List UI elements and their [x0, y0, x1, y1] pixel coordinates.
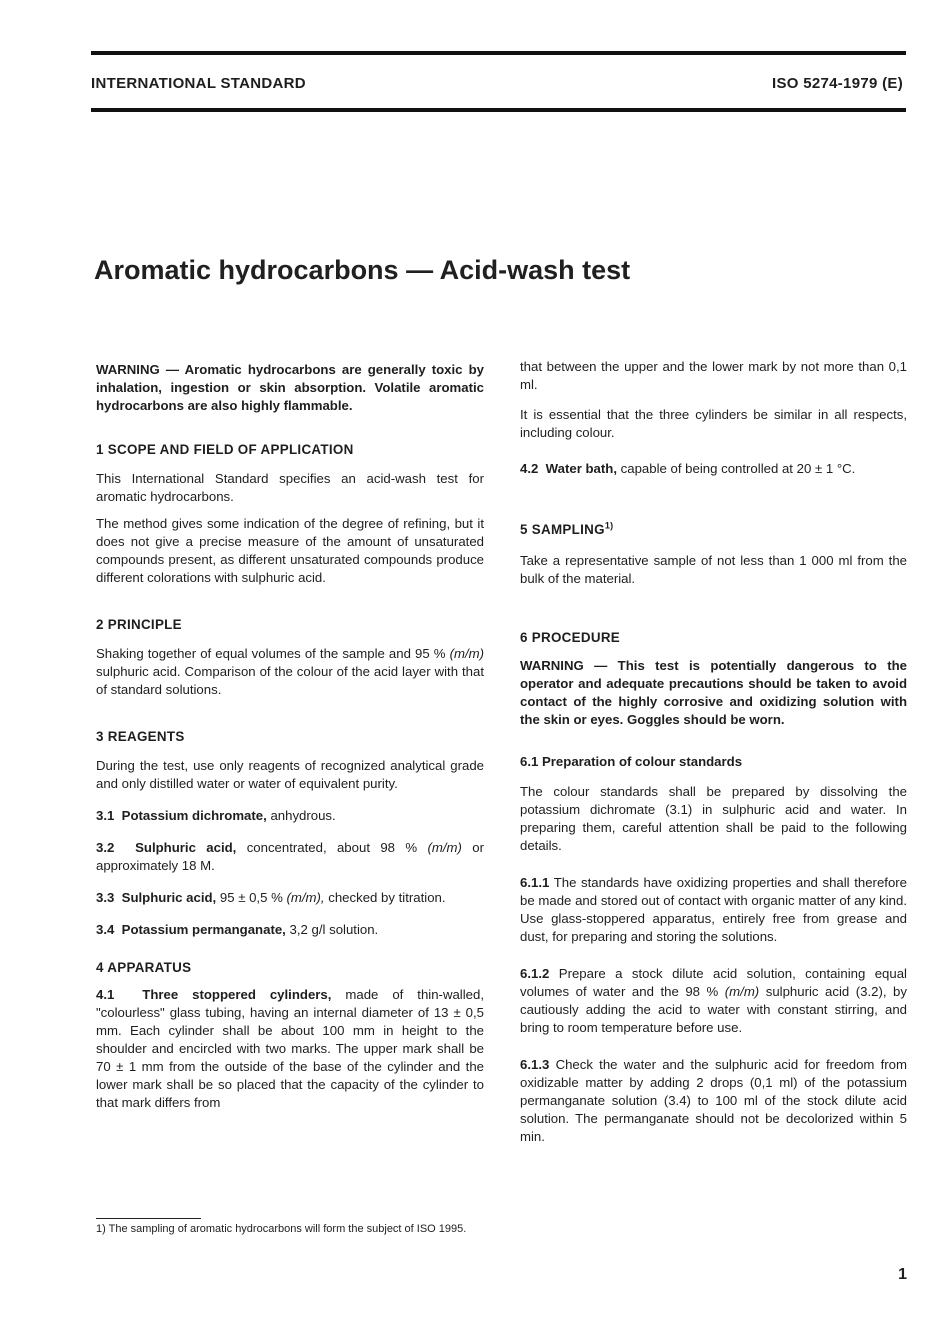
apparatus-4-1-similarity: It is essential that the three cylinders be similar in all respects, including colour.	[520, 407, 907, 440]
reagent-3-4-name: Potassium permanganate,	[121, 922, 286, 937]
left-column	[96, 361, 484, 1112]
apparatus-4-1-text: made of thin-walled, "colourless" glass tubing, having an internal diameter of 13 ± 0,5 mm. Each cylinder shall be about 100 mm in height to the shoulder and encircled with two marks. The upper mark shall be 70 ± 1 mm from the outside of the base of the cylinder and the lower mark shall be so placed that the capacity of the cylinder to that mark differs from	[96, 987, 484, 1110]
reagent-3-3-name: Sulphuric acid,	[121, 890, 217, 905]
reagent-3-3-text-b: checked by titration.	[324, 890, 446, 905]
warning-procedure-text: This test is potentially dangerous to the operator and adequate precautions should be taken to avoid contact of the highly corrosive and oxidizing solution with the skin or eyes. Goggles should be worn.	[520, 658, 907, 727]
page-title: Aromatic hydrocarbons — Acid-wash test	[94, 255, 631, 285]
reagent-3-1	[96, 807, 484, 825]
section-2-text-b: sulphuric acid. Comparison of the colour of the acid layer with that of standard solutions.	[96, 664, 484, 697]
reagent-3-2-text-a: concentrated, about 98 %	[236, 840, 428, 855]
item-6-1-2-text-a: Prepare a stock dilute acid solution, containing equal volumes of water and the 98 %	[520, 966, 907, 999]
section-4-heading: 4 APPARATUS	[96, 960, 192, 975]
reagent-3-2-name: Sulphuric acid,	[135, 840, 237, 855]
header-standard-label: INTERNATIONAL STANDARD	[91, 75, 306, 92]
apparatus-4-1	[96, 986, 484, 1112]
item-6-1-2-number: 6.1.2	[520, 966, 550, 981]
reagent-3-1-name: Potassium dichromate,	[121, 808, 267, 823]
section-2-mass-fraction: (m/m)	[449, 646, 485, 661]
footnote: 1) The sampling of aromatic hydrocarbons will form the subject of ISO 1995.	[96, 1223, 467, 1235]
reagent-3-3-number: 3.3	[96, 890, 115, 905]
apparatus-4-1-continued: that between the upper and the lower mark by not more than 0,1 ml.	[520, 359, 907, 392]
section-2-paragraph	[96, 645, 484, 699]
reagent-3-2-mass-fraction: (m/m)	[427, 840, 462, 855]
apparatus-4-1-name: Three stoppered cylinders,	[142, 987, 332, 1002]
warning-text: Aromatic hydrocarbons are generally toxic by inhalation, ingestion or skin absorption. Volatile aromatic hydrocarbons are also highly flammable.	[96, 362, 484, 413]
right-column	[520, 358, 907, 1146]
footnote-reference: 1)	[604, 520, 614, 531]
section-5-heading	[520, 521, 907, 539]
reagent-3-3-mass-fraction: (m/m),	[286, 890, 325, 905]
apparatus-4-2-number: 4.2	[520, 461, 539, 476]
footnote-rule	[96, 1218, 201, 1219]
section-1-heading: 1 SCOPE AND FIELD OF APPLICATION	[96, 442, 354, 457]
section-3-paragraph: During the test, use only reagents of recognized analytical grade and only distilled water or water of equivalent purity.	[96, 758, 484, 791]
apparatus-4-2	[520, 460, 907, 478]
item-6-1-2	[520, 965, 907, 1037]
reagent-3-1-text: anhydrous.	[266, 808, 336, 823]
item-6-1-1	[520, 874, 907, 946]
section-2-text-a: Shaking together of equal volumes of the sample and 95 %	[96, 646, 446, 661]
reagent-3-2	[96, 839, 484, 875]
item-6-1-1-number: 6.1.1	[520, 875, 550, 890]
subsection-6-1-paragraph: The colour standards shall be prepared by dissolving the potassium dichromate (3.1) in sulphuric acid and water. In preparing them, careful attention shall be paid to the following details.	[520, 784, 907, 853]
section-1-paragraph-1: This International Standard specifies an acid-wash test for aromatic hydrocarbons.	[96, 471, 484, 504]
section-1-paragraph-2: The method gives some indication of the degree of refining, but it does not give a precise measure of the amount of unsaturated compounds present, as different unsaturated compounds produce different colorations with sulphuric acid.	[96, 516, 484, 585]
header-document-number: ISO 5274-1979 (E)	[771, 75, 903, 92]
item-6-1-2-text-b: sulphuric acid (3.2), by cautiously adding the acid to water with constant stirring, and bring to room temperature before use.	[520, 984, 907, 1035]
reagent-3-4-text: 3,2 g/l solution.	[285, 922, 379, 937]
header-top-rule	[91, 51, 906, 55]
apparatus-4-2-text: capable of being controlled at 20 ± 1 °C.	[617, 461, 856, 476]
item-6-1-3	[520, 1056, 907, 1146]
section-2-heading: 2 PRINCIPLE	[96, 617, 182, 632]
reagent-3-3	[96, 889, 484, 907]
warning-procedure	[520, 657, 907, 729]
item-6-1-1-text: The standards have oxidizing properties and shall therefore be made and stored out of contact with organic matter of any kind. Use glass-stoppered apparatus, entirely free from grease and dust, for preparing and storing the solutions.	[520, 875, 907, 944]
reagent-3-4	[96, 921, 484, 939]
section-5-heading-text: 5 SAMPLING	[520, 522, 605, 537]
reagent-3-1-number: 3.1	[96, 808, 115, 823]
header-bottom-rule	[91, 108, 906, 112]
warning-label: WARNING —	[96, 362, 180, 377]
section-6-heading: 6 PROCEDURE	[520, 630, 621, 645]
reagent-3-3-text-a: 95 ± 0,5 %	[216, 890, 287, 905]
section-5-paragraph: Take a representative sample of not less than 1 000 ml from the bulk of the material.	[520, 553, 907, 586]
apparatus-4-2-name: Water bath,	[545, 461, 617, 476]
page-number: 1	[898, 1266, 907, 1283]
warning-procedure-label: WARNING —	[520, 658, 608, 673]
warning-toxicity	[96, 361, 484, 415]
item-6-1-3-text: Check the water and the sulphuric acid for freedom from oxidizable matter by adding 2 drops (0,1 ml) of the potassium permanganate solution (3.4) to 100 ml of the stock dilute acid solution. The permanganate should not be decolorized within 5 min.	[520, 1057, 907, 1144]
apparatus-4-1-number: 4.1	[96, 987, 115, 1002]
item-6-1-3-number: 6.1.3	[520, 1057, 550, 1072]
reagent-3-4-number: 3.4	[96, 922, 115, 937]
section-3-heading: 3 REAGENTS	[96, 729, 185, 744]
subsection-6-1-heading: 6.1 Preparation of colour standards	[520, 754, 743, 769]
reagent-3-2-text-b: or approximately 18 M.	[96, 840, 485, 873]
reagent-3-2-number: 3.2	[96, 840, 115, 855]
item-6-1-2-mass-fraction: (m/m)	[724, 984, 760, 999]
